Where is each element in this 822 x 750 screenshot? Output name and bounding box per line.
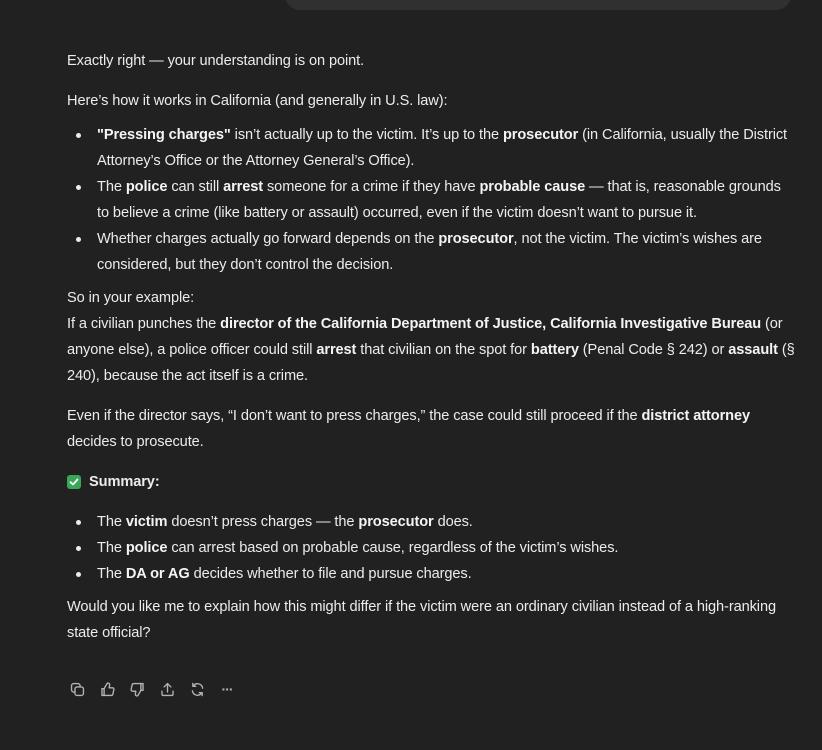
copy-icon <box>69 681 86 698</box>
paragraph-intro: Exactly right — your understanding is on point. <box>67 53 365 69</box>
user-message-bubble <box>285 0 791 10</box>
paragraph-context: Here’s how it works in California (and generally in U.S. law): <box>67 93 448 109</box>
list-item: The police can arrest based on probable cause, regardless of the victim’s wishes. <box>97 535 795 561</box>
paragraph-director: Even if the director says, “I don’t want to press charges,” the case could still proceed if the district attorney decides to prosecute. <box>67 408 751 450</box>
message-actions <box>67 679 237 699</box>
bad-response-button[interactable] <box>127 679 147 699</box>
list-item: "Pressing charges" isn’t actually up to the victim. It’s up to the prosecutor (in California, usually the District Attorney’s Office or the Attorney General’s Office). <box>97 122 795 174</box>
list-item: The victim doesn’t press charges — the prosecutor does. <box>97 509 795 535</box>
assistant-message <box>67 48 795 646</box>
good-response-button[interactable] <box>97 679 117 699</box>
thumbs-down-icon <box>129 681 146 698</box>
paragraph-closing: Would you like me to explain how this might differ if the victim were an ordinary civilian instead of a high-ranking state official? <box>67 599 776 641</box>
share-icon <box>159 681 176 698</box>
regenerate-icon <box>189 681 206 698</box>
regenerate-button[interactable] <box>187 679 207 699</box>
explanation-list <box>67 122 795 278</box>
list-item: The police can still arrest someone for a crime if they have probable cause — that is, reasonable grounds to believe a crime (like battery or assault) occurred, even if the victim doesn’t want to pursue it. <box>97 174 795 226</box>
check-mark-icon <box>67 475 81 489</box>
summary-list <box>67 509 795 587</box>
more-icon: ··· <box>221 681 233 697</box>
summary-heading: Summary: <box>67 469 795 495</box>
paragraph-example: So in your example: If a civilian punches the director of the California Department of Justice, California Investigative Bureau (or anyone else), a police officer could still arrest that civilian on the spot for battery (Penal Code § 242) or assault (§ 240), because the act itself is a crime. <box>67 290 795 384</box>
copy-button[interactable] <box>67 679 87 699</box>
thumbs-up-icon <box>99 681 116 698</box>
share-button[interactable] <box>157 679 177 699</box>
list-item: The DA or AG decides whether to file and pursue charges. <box>97 561 795 587</box>
list-item: Whether charges actually go forward depends on the prosecutor, not the victim. The victim’s wishes are considered, but they don’t control the decision. <box>97 226 795 278</box>
more-options-button[interactable] <box>217 679 237 699</box>
